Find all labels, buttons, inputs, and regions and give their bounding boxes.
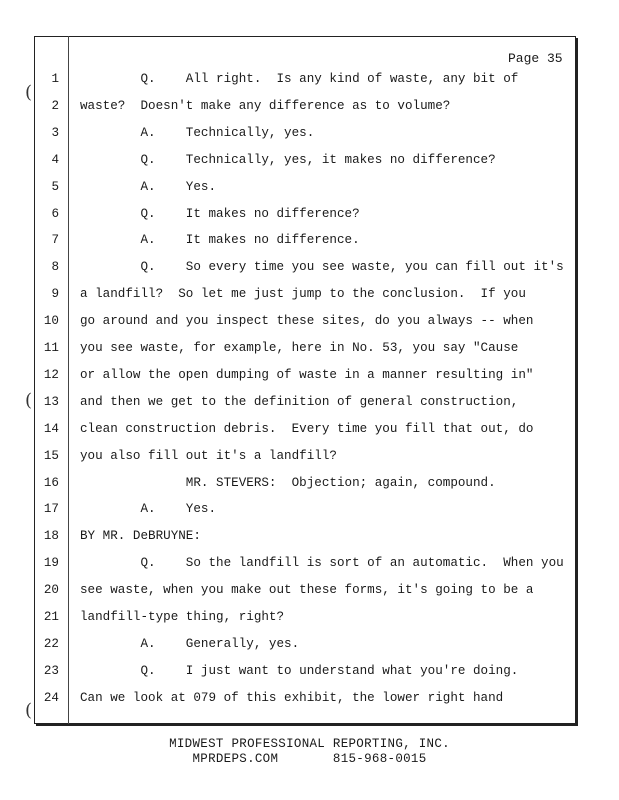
line-number: 9 xyxy=(51,287,59,302)
line-number: 21 xyxy=(43,610,59,624)
transcript-line xyxy=(0,341,619,367)
line-text: and then we get to the definition of general construction, xyxy=(80,394,519,409)
line-text: see waste, when you make out these forms, it's going to be a xyxy=(80,583,534,598)
transcript-line xyxy=(0,287,619,313)
line-text: Q. All right. Is any kind of waste, any bit of xyxy=(80,72,519,86)
line-number: 23 xyxy=(43,663,59,678)
transcript-line xyxy=(0,395,619,421)
line-text: waste? Doesn't make any difference as to volume? xyxy=(80,98,451,113)
line-number: 5 xyxy=(51,179,59,194)
transcript-line xyxy=(0,260,619,286)
transcript-line xyxy=(0,153,619,179)
transcript-line xyxy=(0,502,619,528)
line-number: 6 xyxy=(51,206,59,221)
binder-hole-mark: ( xyxy=(25,82,33,103)
line-text: A. It makes no difference. xyxy=(80,233,360,248)
line-text: A. Yes. xyxy=(80,502,217,517)
line-number: 12 xyxy=(43,367,59,382)
line-text: Q. So every time you see waste, you can fill out it's xyxy=(80,260,564,275)
transcript-line xyxy=(0,691,619,717)
line-text: clean construction debris. Every time you fill that out, do xyxy=(80,421,534,436)
line-text: Q. Technically, yes, it makes no difference? xyxy=(80,152,496,167)
transcript-line xyxy=(0,72,619,98)
transcript-line xyxy=(0,556,619,582)
binder-hole-mark: ( xyxy=(25,390,33,411)
line-text: A. Technically, yes. xyxy=(80,125,315,140)
line-text: BY MR. DeBRUYNE: xyxy=(80,529,201,544)
line-text: A. Yes. xyxy=(80,179,217,194)
transcript-line xyxy=(0,207,619,233)
transcript-line xyxy=(0,126,619,152)
line-number: 11 xyxy=(43,341,59,355)
line-text: or allow the open dumping of waste in a manner resulting in" xyxy=(80,367,534,382)
transcript-line xyxy=(0,449,619,475)
line-text: a landfill? So let me just jump to the conclusion. If you xyxy=(80,287,526,302)
transcript-line xyxy=(0,368,619,394)
line-text: go around and you inspect these sites, do you always -- when xyxy=(80,314,534,329)
line-number: 10 xyxy=(43,314,59,329)
transcript-line xyxy=(0,583,619,609)
line-number: 19 xyxy=(43,556,59,571)
transcript-line xyxy=(0,180,619,206)
line-number: 4 xyxy=(51,152,59,167)
line-text: Q. So the landfill is sort of an automatic. When you xyxy=(80,556,564,571)
transcript-line xyxy=(0,529,619,555)
line-number: 14 xyxy=(43,421,59,436)
footer-contact xyxy=(0,752,619,766)
line-number: 17 xyxy=(43,502,59,517)
transcript-line xyxy=(0,422,619,448)
line-number: 8 xyxy=(51,260,59,275)
line-text: Can we look at 079 of this exhibit, the lower right hand xyxy=(80,690,504,705)
line-number: 22 xyxy=(43,636,59,651)
line-number: 7 xyxy=(51,233,59,248)
line-number: 2 xyxy=(51,98,59,113)
line-number: 13 xyxy=(43,394,59,409)
footer-phone: 815-968-0015 xyxy=(332,752,427,766)
line-number: 24 xyxy=(43,690,59,705)
binder-hole-mark: ( xyxy=(25,700,33,721)
line-text: you also fill out it's a landfill? xyxy=(80,448,337,463)
transcript-line xyxy=(0,233,619,259)
line-number: 20 xyxy=(43,583,59,598)
transcript-line xyxy=(0,637,619,663)
line-text: you see waste, for example, here in No. 53, you say "Cause xyxy=(80,341,519,355)
line-number: 15 xyxy=(43,448,59,463)
transcript-line xyxy=(0,610,619,636)
line-text: Q. It makes no difference? xyxy=(80,206,360,221)
footer-website: MPRDEPS.COM xyxy=(192,752,279,766)
line-number: 3 xyxy=(51,125,59,140)
line-text: MR. STEVERS: Objection; again, compound. xyxy=(80,475,496,490)
line-text: Q. I just want to understand what you're doing. xyxy=(80,663,519,678)
transcript-line xyxy=(0,99,619,125)
line-number: 16 xyxy=(43,475,59,490)
page-number: Page 35 xyxy=(508,51,563,66)
transcript-line xyxy=(0,476,619,502)
transcript-line xyxy=(0,664,619,690)
transcript-line xyxy=(0,314,619,340)
line-text: A. Generally, yes. xyxy=(80,636,300,651)
line-number: 1 xyxy=(51,72,59,86)
line-text: landfill-type thing, right? xyxy=(80,610,285,624)
line-number: 18 xyxy=(43,529,59,544)
footer-company: MIDWEST PROFESSIONAL REPORTING, INC. xyxy=(169,737,450,751)
